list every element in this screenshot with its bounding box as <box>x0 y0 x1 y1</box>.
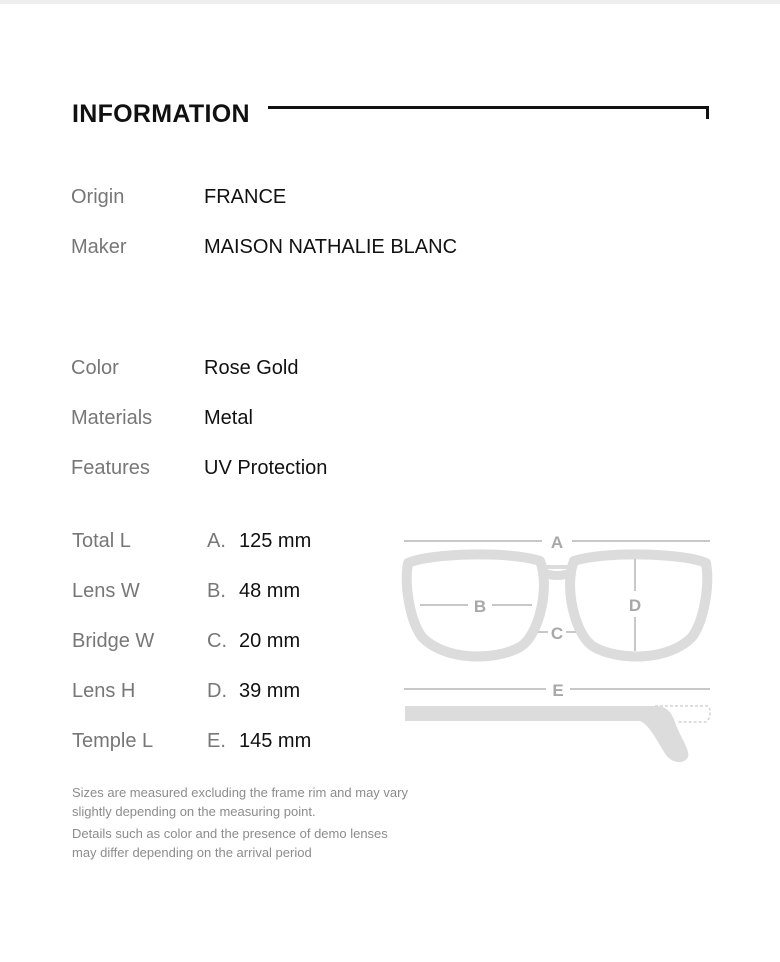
detail-label: Color <box>71 357 119 379</box>
size-label: Lens H <box>72 680 136 702</box>
detail-value: Metal <box>204 407 253 429</box>
info-row-maker <box>0 236 780 266</box>
size-value: 20 mm <box>239 630 301 652</box>
size-value: 39 mm <box>239 680 301 702</box>
size-label: Total L <box>72 530 131 552</box>
size-notes <box>72 783 412 865</box>
info-label: Origin <box>71 186 125 208</box>
size-letter: B. <box>207 580 226 602</box>
note-details: Details such as color and the presence of demo lenses may differ depending on the arrival period <box>72 826 388 860</box>
dimension-label-b: B <box>473 597 487 616</box>
size-value: 48 mm <box>239 580 301 602</box>
note-measurement: Sizes are measured excluding the frame rim and may vary slightly depending on the measuring point. <box>72 785 408 819</box>
dimension-label-e: E <box>552 681 564 700</box>
detail-value: Rose Gold <box>204 357 299 379</box>
temple-arm <box>405 706 688 762</box>
size-label: Lens W <box>72 580 140 602</box>
glasses-diagram-icon <box>400 525 720 775</box>
top-divider <box>0 0 780 4</box>
size-value: 125 mm <box>239 530 312 552</box>
size-value: 145 mm <box>239 730 312 752</box>
size-label: Temple L <box>72 730 154 752</box>
info-row-origin <box>0 186 780 216</box>
dimension-label-a: A <box>550 533 564 552</box>
detail-row-materials <box>0 407 780 437</box>
size-letter: D. <box>207 680 227 702</box>
bridge <box>540 571 574 576</box>
detail-label: Materials <box>71 407 153 429</box>
section-title: INFORMATION <box>72 100 250 128</box>
glasses-size-diagram <box>400 525 720 775</box>
detail-value: UV Protection <box>204 457 328 479</box>
size-letter: C. <box>207 630 227 652</box>
detail-label: Features <box>71 457 150 479</box>
size-letter: A. <box>207 530 226 552</box>
title-rule <box>268 106 708 109</box>
dimension-label-c: C <box>550 624 564 643</box>
info-value: MAISON NATHALIE BLANC <box>204 236 458 258</box>
title-rule-tick <box>706 106 709 119</box>
detail-row-features <box>0 457 780 487</box>
info-label: Maker <box>71 236 127 258</box>
info-value: FRANCE <box>204 186 287 208</box>
size-letter: E. <box>207 730 226 752</box>
size-label: Bridge W <box>72 630 155 652</box>
dimension-label-d: D <box>628 596 642 615</box>
detail-row-color <box>0 357 780 387</box>
